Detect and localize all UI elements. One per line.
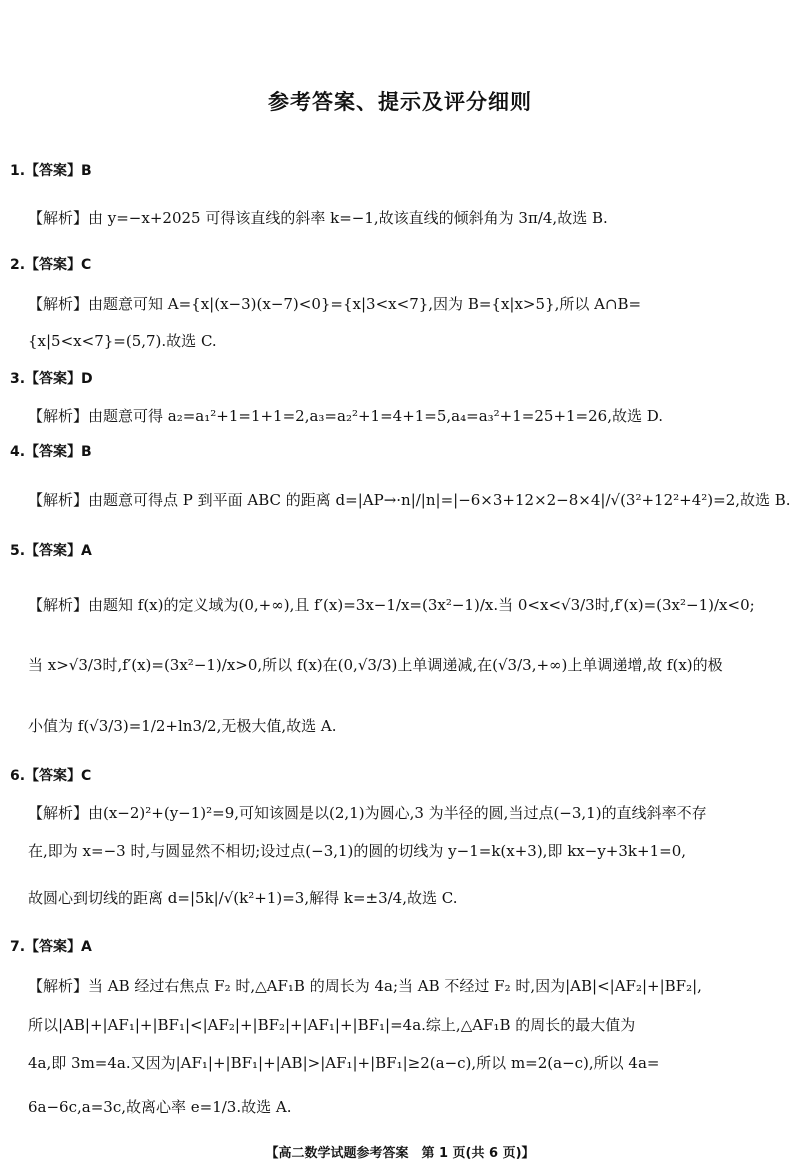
solution-line-q6-1: 【解析】由(x−2)²+(y−1)²=9,可知该圆是以(2,1)为圆心,3 为半径的圆,当过点(−3,1)的直线斜率不存 [28,804,707,822]
answer-line-q7: 7.【答案】A [10,939,92,955]
solution-line-q7-2: 所以|AB|+|AF₁|+|BF₁|<|AF₂|+|BF₂|+|AF₁|+|BF₁|=4a.综上,△AF₁B 的周长的最大值为 [28,1016,636,1034]
solution-line-q7-4: 6a−6c,a=3c,故离心率 e=1/3.故选 A. [28,1098,292,1116]
solution-line-q3-1: 【解析】由题意可得 a₂=a₁²+1=1+1=2,a₃=a₂²+1=4+1=5,a₄=a₃²+1=25+1=26,故选 D. [28,407,664,425]
answer-line-q4: 4.【答案】B [10,444,92,460]
answer-line-q2: 2.【答案】C [10,257,92,273]
solution-line-q5-3: 小值为 f(√3/3)=1/2+ln3/2,无极大值,故选 A. [28,717,337,735]
page-footer: 【高二数学试题参考答案 第 1 页(共 6 页)】 [265,1146,535,1161]
solution-line-q2-2: {x|5<x<7}=(5,7).故选 C. [28,332,217,350]
solution-line-q7-1: 【解析】当 AB 经过右焦点 F₂ 时,△AF₁B 的周长为 4a;当 AB 不经过 F₂ 时,因为|AB|<|AF₂|+|BF₂|, [28,977,702,995]
answer-line-q5: 5.【答案】A [10,543,92,559]
solution-line-q6-2: 在,即为 x=−3 时,与圆显然不相切;设过点(−3,1)的圆的切线为 y−1=k(x+3),即 kx−y+3k+1=0, [28,842,687,860]
solution-line-q6-3: 故圆心到切线的距离 d=|5k|/√(k²+1)=3,解得 k=±3/4,故选 C. [28,889,458,907]
solution-line-q5-1: 【解析】由题知 f(x)的定义域为(0,+∞),且 f′(x)=3x−1/x=(3x²−1)/x.当 0<x<√3/3时,f′(x)=(3x²−1)/x<0; [28,596,755,614]
answer-line-q6: 6.【答案】C [10,768,92,784]
solution-line-q1-1: 【解析】由 y=−x+2025 可得该直线的斜率 k=−1,故该直线的倾斜角为 3π/4,故选 B. [28,209,608,227]
page-title: 参考答案、提示及评分细则 [268,90,532,114]
solution-line-q5-2: 当 x>√3/3时,f′(x)=(3x²−1)/x>0,所以 f(x)在(0,√3/3)上单调递减,在(√3/3,+∞)上单调递增,故 f(x)的极 [28,656,723,674]
answer-line-q1: 1.【答案】B [10,163,92,179]
solution-line-q4-1: 【解析】由题意可得点 P 到平面 ABC 的距离 d=|AP→·n|/|n|=|−6×3+12×2−8×4|/√(3²+12²+4²)=2,故选 B. [28,491,791,509]
solution-line-q2-1: 【解析】由题意可知 A={x|(x−3)(x−7)<0}={x|3<x<7},因为 B={x|x>5},所以 A∩B= [28,295,642,313]
answer-line-q3: 3.【答案】D [10,371,93,387]
solution-line-q7-3: 4a,即 3m=4a.又因为|AF₁|+|BF₁|+|AB|>|AF₁|+|BF₁|≥2(a−c),所以 m=2(a−c),所以 4a= [28,1054,660,1072]
